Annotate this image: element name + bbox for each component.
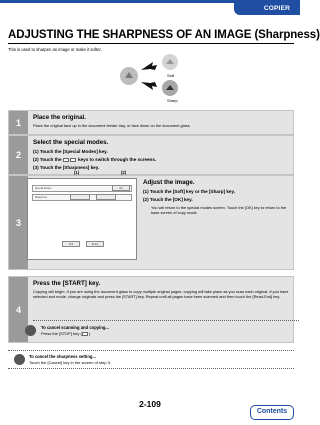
step-heading: Press the [START] key. [33, 280, 101, 287]
panel-soft-button: Soft [62, 241, 80, 247]
panel-sharp-button: Sharp [86, 241, 104, 247]
stop-key-icon [82, 332, 88, 337]
panel-option-button [70, 194, 90, 200]
note-icon [14, 354, 25, 365]
arrow-soft-icon [141, 62, 157, 70]
step-number: 1 [9, 111, 28, 134]
contents-button[interactable]: Contents [250, 405, 294, 420]
dotted-divider [33, 320, 299, 321]
sharp-label: Sharp [167, 98, 178, 103]
soft-sharp-diagram [115, 52, 195, 100]
arrow-down-key-icon [70, 158, 76, 163]
note-text: Press the [STOP] key ( ). [41, 331, 92, 336]
step-item-part: (2) Touch the [33, 157, 62, 162]
dotted-divider [8, 350, 294, 351]
step-item: (2) Touch the [OK] key. [143, 197, 193, 202]
note-text-part: Press the [STOP] key ( [41, 331, 82, 336]
step-item-part: keys to switch through the screens. [78, 157, 157, 162]
panel-row-special-modes: Special Modes [32, 185, 132, 192]
panel-option-button [96, 194, 116, 200]
step-number: 3 [9, 176, 28, 269]
touch-panel-screenshot [27, 178, 137, 260]
arrow-up-key-icon [63, 158, 69, 163]
sharpness-illustration [115, 52, 195, 103]
step-heading: Adjust the image. [143, 179, 195, 186]
section-label: COPIER [263, 5, 290, 12]
panel-row-sharpness: Sharpness [32, 194, 132, 201]
panel-ok-button: OK [112, 185, 130, 191]
note-title: To cancel the sharpness setting... [29, 354, 96, 359]
page-title: ADJUSTING THE SHARPNESS OF AN IMAGE (Sharpness) [8, 29, 320, 41]
step-2 [8, 135, 294, 175]
intro-text: This is used to sharpen an image or make it softer. [8, 47, 102, 52]
step-heading: Place the original. [33, 114, 86, 121]
step-number: 4 [9, 277, 28, 342]
page-number: 2-109 [139, 399, 161, 409]
arrow-sharp-icon [141, 82, 157, 90]
step-text: You will return to the special modes screen. Touch the [OK] key to return to the base screen of copy mode. [151, 205, 287, 215]
cancel-sharpness-note [8, 352, 294, 368]
title-divider [8, 43, 294, 44]
step-1 [8, 110, 294, 135]
step-text: Place the original face up in the document feeder tray, or face down on the document glass. [33, 123, 191, 128]
note-text: Touch the [Cancel] key in the screen of step 3. [29, 360, 112, 365]
section-tab [234, 3, 300, 15]
soft-label: Soft [167, 73, 175, 78]
step-item: (1) Touch the [Soft] key or the [Sharp] key. [143, 189, 235, 194]
step-item [33, 157, 289, 162]
note-icon [25, 325, 36, 336]
callout-1: (1) [74, 170, 80, 175]
step-number: 2 [9, 136, 28, 174]
step-text: Copying will begin. If you are using the document glass to copy multiple original pages, copying will take place as you scan each original. If you have selected sort mode, change originals and press the [START] key. Repeat until all pages have been scanned and then touch the [Read-End] key. [33, 289, 289, 299]
step-4 [8, 276, 294, 343]
step-heading: Select the special modes. [33, 139, 109, 146]
dotted-divider [8, 368, 294, 369]
callout-2: (2) [121, 170, 127, 175]
header-bar [0, 0, 300, 14]
step-item: (1) Touch the [Special Modes] key. [33, 149, 108, 154]
step-item: (3) Touch the [Sharpness] key. [33, 165, 100, 171]
note-title: To cancel scanning and copying... [41, 325, 109, 330]
